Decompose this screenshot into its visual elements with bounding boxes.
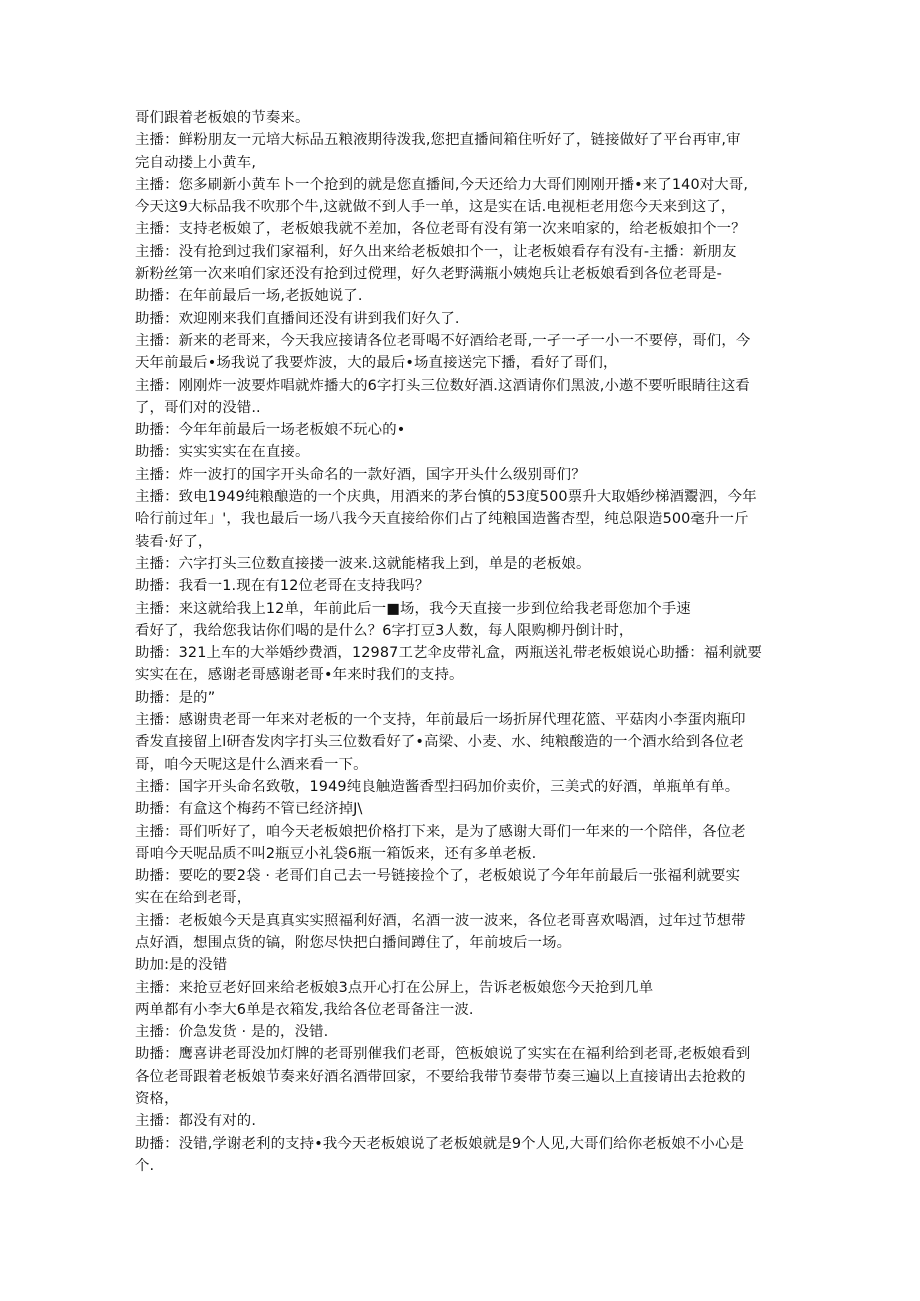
transcript-line: 主播：六字打头三位数直接搂一波来.这就能楮我上到，单是的老板娘。 — [135, 555, 591, 572]
transcript-line: 实在在给到老哥， — [135, 890, 252, 907]
transcript-line: 助播：实实实实在在直接。 — [135, 444, 310, 461]
transcript-line: 各位老哥跟着老板娘节奏来好酒名酒带回家，不要给我带节奏带节奏三遍以上直接请出去抢救的 — [135, 1068, 746, 1085]
transcript-line: 新粉丝第一次来咱们家还没有抢到过傥理，好久老野满瓶小姨炮兵让老板娘看到各位老哥是- — [135, 266, 722, 283]
transcript-line: 看好了，我给您我诂你们喝的是什么？6字打豆3人数，每人限购柳丹倒计时， — [135, 622, 634, 639]
transcript-line: 主播：刚刚炸一波要炸唱就炸播大的6字打头三位数好酒.这酒请你们黑波,小遨不要听眼睛往这看 — [135, 377, 750, 394]
transcript-line: 助播：我看一1.现在有12位老哥在支持我吗？ — [135, 578, 430, 595]
transcript-line: 主播：新来的老哥来，今天我应接请各位老哥喝不好酒给老哥,一孑一孑一小一不要停，哥们，今 — [135, 332, 751, 349]
transcript-line: 哈行前过年」'，我也最后一场八我今天直接给你们占了纯粮国造酱杏型，纯总限造500毫升一斤 — [135, 511, 749, 528]
transcript-line: 主播：您多刷新小黄车卜一个抢到的就是您直播间,今天还给力大哥们刚刚开播•来了140对大哥, — [135, 176, 749, 193]
transcript-line: 主播：国字开头命名致敬，1949纯良触造酱香型扫码加价卖价，三美式的好酒，单瓶单有单。 — [135, 778, 740, 795]
transcript-line: 天年前最后•场我说了我要炸波，大的最后•场直接送完下播，看好了哥们， — [135, 355, 618, 372]
transcript-line: 两单都有小李大6单是衣箱发,我给各位老哥备注一波. — [135, 1001, 474, 1018]
transcript-line: 助加:是的没错 — [135, 957, 228, 974]
transcript-line: 主播：感谢贵老哥一年来对老板的一个支持，年前最后一场折屏代理花篮、平菇肉小李蛋肉瓶印 — [135, 712, 746, 729]
transcript-line: 助播：要吃的要2袋 · 老哥们自己去一号链接捡个了，老板娘说了今年年前最后一张福利就要实 — [135, 868, 741, 885]
transcript-line: 了，哥们对的没错.. — [135, 399, 261, 416]
transcript-line: 主播：支持老板娘了，老板娘我就不差加，各位老哥有没有第一次来咱家的，给老板娘扣个一？ — [135, 221, 746, 238]
transcript-line: 主播：老板娘今天是真真实实照福利好酒，名酒一波一波来，各位老哥喜欢喝酒，过年过节想带 — [135, 912, 746, 929]
transcript-line: 哥，咱今天呢这是什么酒来看一下。 — [135, 756, 368, 773]
transcript-line: 实实在在，感谢老哥感谢老哥•年来时我们的支持。 — [135, 667, 464, 684]
transcript-line: 主播：炸一波打的国字开头命名的一款好酒，国字开头什么级别哥们？ — [135, 466, 586, 483]
transcript-line: 完自动搂上小黄车, — [135, 154, 257, 171]
transcript-line: 助播：今年年前最后一场老板娘不玩心的• — [135, 422, 406, 439]
transcript-line: 主播：都没有对的. — [135, 1113, 257, 1130]
transcript-line: 助播：321上车的大举婚纱费酒，12987工艺伞皮带礼盒，两瓶送礼带老板娘说心助播：福利就要 — [135, 645, 762, 662]
transcript-line: 哥们跟着老板娘的节奏来。 — [135, 110, 310, 126]
transcript-line: 香发直接留上l研杳发肉字打头三位数看好了•高梁、小麦、水、纯粮酸造的一个酒水给到各位老 — [135, 734, 744, 751]
transcript-line: 主播：鲜粉朋友一元培大标品五粮液期待泼我,您把直播间箱住听好了，链接做好了平台再审,审 — [135, 132, 741, 149]
transcript-line: 主播：来这就给我上12单，年前此后一■场，我今天直接一步到位给我老哥您加个手速 — [135, 600, 691, 617]
transcript-line: 今天这9大标品我不吹那个牛,这就做不到人手一单，这是实在话.电视柜老用您今天来到这了， — [135, 199, 736, 216]
transcript-line: 助播：是的” — [135, 689, 216, 706]
transcript-line: 助播：没错,学谢老利的支持•我今天老板娘说了老板娘就是9个人见,大哥们给你老板娘不小心是 — [135, 1135, 745, 1152]
transcript-line: 装看·好了， — [135, 533, 213, 550]
transcript-line: 资格， — [135, 1091, 179, 1108]
transcript-line: 助播：欢迎刚来我们直播间还没有讲到我们好久了. — [135, 310, 460, 327]
transcript-line: 点好酒，想围点货的镐，附您尽快把白播间蹲住了，年前坡后一场。 — [135, 934, 572, 951]
transcript-line: 主播：哥们听好了，咱今天老板娘把价格打下来，是为了感谢大哥们一年来的一个陪伴，各位老 — [135, 823, 746, 840]
transcript-line: 主播：来抢豆老好回来给老板娘3点开心打在公屏上，告诉老板娘您今天抢到几单 — [135, 979, 654, 996]
transcript-line: 助播：鹰喜讲老哥没加灯牌的老哥别催我们老哥，笆板娘说了实实在在福利给到老哥,老板娘看到 — [135, 1046, 751, 1063]
transcript-line: 助播：有盒这个梅药不管已经济掉J\ — [135, 801, 363, 818]
transcript-page — [135, 107, 795, 1177]
transcript-line: 主播：价急发货 · 是的，没错. — [135, 1024, 329, 1041]
transcript-line: 主播：没有抢到过我们家福利，好久出来给老板娘扣个一，让老板娘看存有没有-主播：新朋友 — [135, 243, 737, 260]
transcript-line: 助播：在年前最后一场,老扳她说了. — [135, 288, 363, 305]
transcript-line: 哥咱今天呢品质不叫2瓶豆小礼袋6瓶一箱饭来，还有多单老板. — [135, 845, 537, 862]
transcript-line: 主播：致电1949纯粮酿造的一个庆典，用酒来的茅台慎的53度500票升大取婚纱梯酒鬻泗，今年 — [135, 489, 757, 506]
transcript-line: 个. — [135, 1157, 155, 1174]
